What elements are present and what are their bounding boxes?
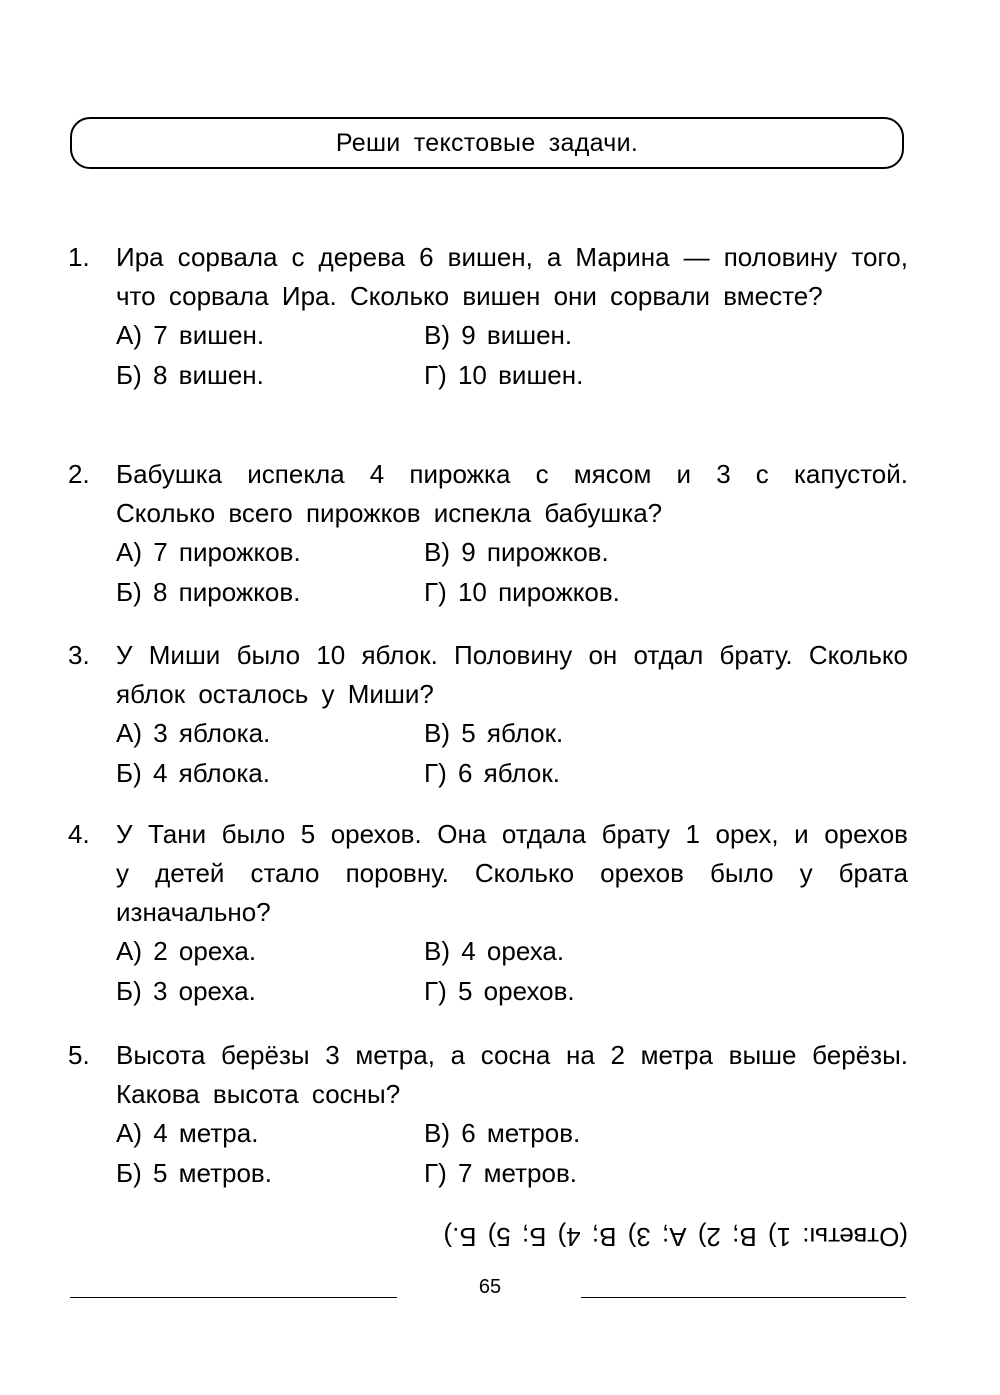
task-options xyxy=(116,932,908,1011)
option-b: Б) 8 вишен. xyxy=(116,359,264,390)
title-box xyxy=(70,117,904,169)
option-v: В) 5 яблок. xyxy=(424,718,564,748)
task-question: Высота берёзы 3 метра, а сосна на 2 метра выше берёзы. Какова высота сосны? xyxy=(116,1040,908,1109)
option-v: В) 4 ореха. xyxy=(424,936,565,966)
option-b: Б) 4 яблока. xyxy=(116,757,270,788)
option-a: А) 7 пирожков. xyxy=(116,537,301,567)
option-b: Б) 5 метров. xyxy=(116,1157,272,1188)
task-5 xyxy=(68,1036,908,1193)
option-a: А) 2 ореха. xyxy=(116,936,257,966)
task-question: У Тани было 5 орехов. Она отдала брату 1 орех, и орехов у детей стало поровну. Сколько орехов было у брата изначально? xyxy=(116,819,908,927)
option-a: А) 3 яблока. xyxy=(116,718,271,748)
option-v: В) 6 метров. xyxy=(424,1118,581,1148)
page-number: 65 xyxy=(478,1276,502,1298)
footer-divider-left xyxy=(70,1297,397,1298)
task-2 xyxy=(68,455,908,612)
task-question: У Миши было 10 яблок. Половину он отдал брату. Сколько яблок осталось у Миши? xyxy=(116,640,908,709)
option-g: Г) 7 метров. xyxy=(424,1157,577,1188)
page-title: Реши текстовые задачи. xyxy=(335,128,639,157)
task-number: 1. xyxy=(68,242,90,272)
task-options xyxy=(116,533,908,612)
task-number: 5. xyxy=(68,1040,90,1070)
task-3 xyxy=(68,636,908,793)
option-g: Г) 6 яблок. xyxy=(424,757,560,788)
option-v: В) 9 пирожков. xyxy=(424,537,609,567)
option-g: Г) 10 пирожков. xyxy=(424,576,620,607)
option-a: А) 4 метра. xyxy=(116,1118,259,1148)
task-options xyxy=(116,714,908,793)
task-number: 2. xyxy=(68,459,90,489)
option-g: Г) 5 орехов. xyxy=(424,975,575,1006)
option-g: Г) 10 вишен. xyxy=(424,359,584,390)
upside-down-answers: (Ответы: 1) В; 2) А; 3) В; 4) Б; 5) Б.) xyxy=(443,1222,908,1252)
task-options xyxy=(116,316,908,395)
footer-divider-right xyxy=(581,1297,906,1298)
option-b: Б) 3 ореха. xyxy=(116,975,256,1006)
task-options xyxy=(116,1114,908,1193)
task-number: 4. xyxy=(68,819,90,849)
option-a: А) 7 вишен. xyxy=(116,320,265,350)
task-1 xyxy=(68,238,908,395)
task-question: Бабушка испекла 4 пирожка с мясом и 3 с капустой. Сколько всего пирожков испекла бабушка? xyxy=(116,459,908,528)
task-number: 3. xyxy=(68,640,90,670)
task-question: Ира сорвала с дерева 6 вишен, а Марина — половину того, что сорвала Ира. Сколько вишен они сорвали вместе? xyxy=(116,242,908,311)
task-4 xyxy=(68,815,908,1011)
option-b: Б) 8 пирожков. xyxy=(116,576,301,607)
option-v: В) 9 вишен. xyxy=(424,320,573,350)
